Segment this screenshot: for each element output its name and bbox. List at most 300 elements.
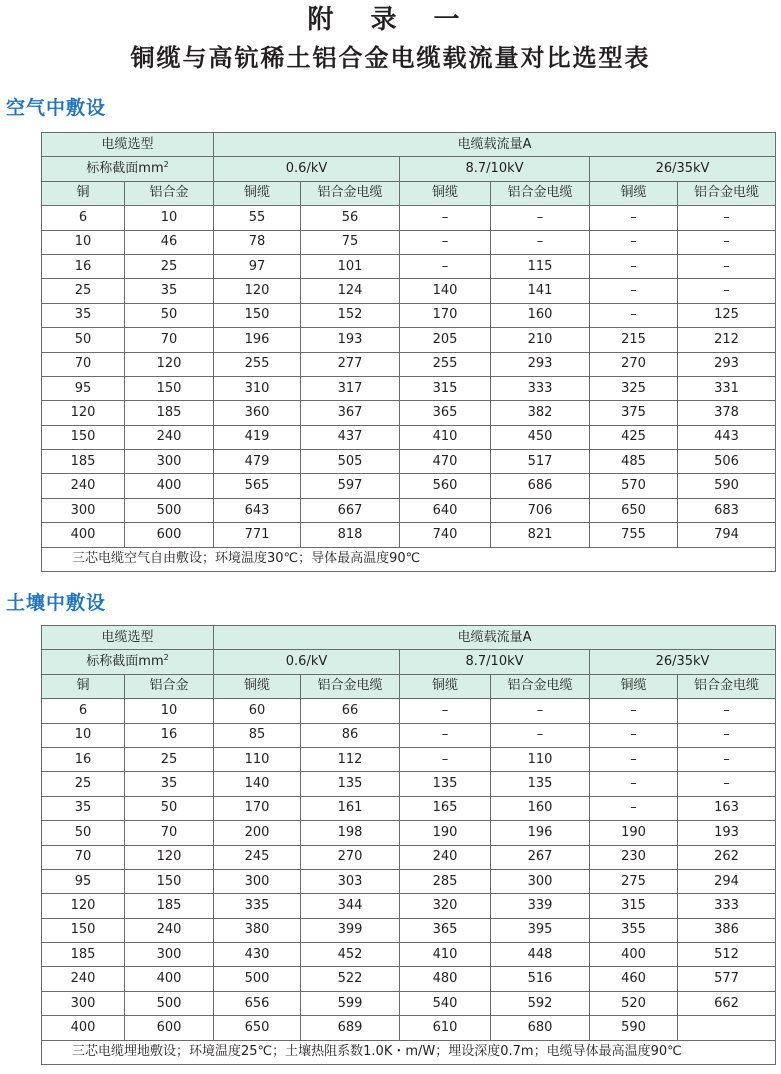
table-cell: 135 [301, 772, 400, 796]
header-nominal-section [42, 650, 214, 674]
table-cell: 400 [125, 474, 214, 498]
table-cell: 277 [301, 352, 400, 376]
table-row [42, 894, 776, 918]
table-cell: 599 [301, 991, 400, 1015]
table-cell: 215 [590, 328, 678, 352]
table-cell: 520 [590, 991, 678, 1015]
table-cell: 86 [301, 723, 400, 747]
table-row [42, 796, 776, 820]
table-cell: 101 [301, 254, 400, 278]
table-cell: 140 [214, 772, 301, 796]
table-cell: 150 [42, 918, 125, 942]
table-row [42, 967, 776, 991]
table-row [42, 303, 776, 327]
table-cell: 120 [42, 401, 125, 425]
table-cell: 425 [590, 425, 678, 449]
table-cell: 25 [125, 254, 214, 278]
table-cell: 470 [400, 450, 491, 474]
table-cell: 85 [214, 723, 301, 747]
table-cell: 75 [301, 230, 400, 254]
header-row [42, 626, 776, 650]
table-cell: 600 [125, 1016, 214, 1040]
table-cell: 193 [301, 328, 400, 352]
table-cell: 419 [214, 425, 301, 449]
header-copper-cable: 铜缆 [590, 674, 678, 698]
section-title-air: 空气中敷设 [6, 97, 107, 119]
appendix-title: 附 录 一 [307, 5, 474, 35]
table-cell: 740 [400, 523, 491, 547]
table-cell: 610 [400, 1016, 491, 1040]
table-cell: 152 [301, 303, 400, 327]
table-cell: 10 [42, 723, 125, 747]
table-cell: – [400, 723, 491, 747]
table-row [42, 943, 776, 967]
table-cell: – [590, 254, 678, 278]
table-cell: 160 [491, 796, 590, 820]
table-cell: 315 [400, 376, 491, 400]
table-cell: 540 [400, 991, 491, 1015]
header-nominal-section-exponent: 2 [163, 160, 169, 170]
table-cell: 60 [214, 699, 301, 723]
table-cell: 656 [214, 991, 301, 1015]
table-cell: 25 [125, 747, 214, 771]
table-cell [678, 1016, 776, 1040]
table-cell: – [590, 772, 678, 796]
table-cell: 382 [491, 401, 590, 425]
table-row [42, 450, 776, 474]
table-cell: 360 [214, 401, 301, 425]
table-cell: 512 [678, 943, 776, 967]
table-cell: 437 [301, 425, 400, 449]
table-cell: 333 [491, 376, 590, 400]
table-cell: – [590, 699, 678, 723]
table-cell: – [590, 747, 678, 771]
table-cell: 95 [42, 376, 125, 400]
header-voltage: 0.6/kV [214, 157, 400, 181]
table-cell: 485 [590, 450, 678, 474]
table-cell: 443 [678, 425, 776, 449]
table-cell: – [678, 230, 776, 254]
table-cell: 375 [590, 401, 678, 425]
table-cell: 505 [301, 450, 400, 474]
table-cell: 560 [400, 474, 491, 498]
table-cell: 16 [42, 254, 125, 278]
table-cell: 270 [301, 845, 400, 869]
table-row [42, 425, 776, 449]
table-cell: 480 [400, 967, 491, 991]
table-cell: – [590, 796, 678, 820]
header-copper: 铜 [42, 674, 125, 698]
section-title-soil: 土壤中敷设 [6, 592, 107, 614]
table-cell: 706 [491, 498, 590, 522]
table-cell: 640 [400, 498, 491, 522]
table-cell: – [590, 230, 678, 254]
table-cell: 163 [678, 796, 776, 820]
table-cell: 50 [42, 821, 125, 845]
table-row [42, 723, 776, 747]
table-cell: 267 [491, 845, 590, 869]
header-voltage: 26/35kV [590, 650, 776, 674]
table-cell: – [678, 772, 776, 796]
table-cell: 293 [678, 352, 776, 376]
table-cell: 570 [590, 474, 678, 498]
header-current-capacity: 电缆载流量A [214, 133, 776, 157]
table-cell: 185 [125, 401, 214, 425]
table-cell: 310 [214, 376, 301, 400]
table-cell: 400 [42, 523, 125, 547]
table-cell: 255 [214, 352, 301, 376]
table-note: 三芯电缆空气自由敷设；环境温度30℃；导体最高温度90℃ [42, 547, 776, 571]
table-cell: 755 [590, 523, 678, 547]
table-cell: 430 [214, 943, 301, 967]
table-row [42, 498, 776, 522]
table-cell: – [678, 747, 776, 771]
table-cell: 270 [590, 352, 678, 376]
header-nominal-section-label: 标称截面mm [86, 654, 164, 670]
table-cell: 120 [214, 279, 301, 303]
table-cell: 399 [301, 918, 400, 942]
table-cell: 95 [42, 869, 125, 893]
table-cell: 400 [590, 943, 678, 967]
table-cell: 205 [400, 328, 491, 352]
table-cell: 303 [301, 869, 400, 893]
table-row [42, 1016, 776, 1040]
table-cell: – [678, 699, 776, 723]
table-cell: 50 [42, 328, 125, 352]
table-row [42, 523, 776, 547]
table-cell: 680 [491, 1016, 590, 1040]
table-cell: 135 [400, 772, 491, 796]
table-cell: 355 [590, 918, 678, 942]
table-cell: 686 [491, 474, 590, 498]
table-cell: 450 [491, 425, 590, 449]
table-cell: – [400, 230, 491, 254]
table-cell: 500 [125, 991, 214, 1015]
table-cell: 35 [125, 772, 214, 796]
table-cell: 150 [125, 869, 214, 893]
header-nominal-section-label: 标称截面mm [86, 161, 164, 177]
table-cell: 50 [125, 796, 214, 820]
table-cell: 517 [491, 450, 590, 474]
table-row [42, 474, 776, 498]
table-cell: 185 [42, 450, 125, 474]
note-row [42, 547, 776, 571]
table-soil-laying [41, 625, 776, 1065]
table-cell: 262 [678, 845, 776, 869]
header-voltage: 0.6/kV [214, 650, 400, 674]
table-cell: 386 [678, 918, 776, 942]
table-cell: 110 [214, 747, 301, 771]
header-copper-cable: 铜缆 [400, 674, 491, 698]
header-cable-selection: 电缆选型 [42, 626, 214, 650]
table-row [42, 918, 776, 942]
table-cell: 120 [125, 352, 214, 376]
table-cell: 592 [491, 991, 590, 1015]
table-cell: 771 [214, 523, 301, 547]
table-cell: 662 [678, 991, 776, 1015]
table-row [42, 991, 776, 1015]
table-cell: 335 [214, 894, 301, 918]
table-cell: 56 [301, 206, 400, 230]
table-cell: 185 [125, 894, 214, 918]
table-cell: – [678, 254, 776, 278]
table-cell: – [590, 279, 678, 303]
table-cell: 410 [400, 943, 491, 967]
table-row [42, 279, 776, 303]
table-row [42, 821, 776, 845]
table-cell: 196 [214, 328, 301, 352]
table-cell: 365 [400, 401, 491, 425]
table-cell: 565 [214, 474, 301, 498]
table-cell: 275 [590, 869, 678, 893]
table-cell: 300 [42, 991, 125, 1015]
header-row [42, 650, 776, 674]
header-copper-cable: 铜缆 [214, 181, 301, 205]
table-cell: 25 [42, 772, 125, 796]
table-cell: 380 [214, 918, 301, 942]
table-air-laying [41, 132, 776, 572]
table-cell: 16 [125, 723, 214, 747]
table-cell: 97 [214, 254, 301, 278]
table-cell: 170 [400, 303, 491, 327]
header-copper: 铜 [42, 181, 125, 205]
table-cell: 70 [125, 328, 214, 352]
table-cell: 112 [301, 747, 400, 771]
table-cell: – [590, 206, 678, 230]
table-cell: – [400, 699, 491, 723]
table-cell: 300 [42, 498, 125, 522]
table-cell: 185 [42, 943, 125, 967]
header-alloy-cable: 铝合金电缆 [491, 181, 590, 205]
table-cell: – [678, 206, 776, 230]
table-cell: 135 [491, 772, 590, 796]
table-cell: 240 [125, 425, 214, 449]
table-cell: 124 [301, 279, 400, 303]
table-cell: 200 [214, 821, 301, 845]
table-cell: 150 [42, 425, 125, 449]
note-row [42, 1040, 776, 1064]
table-cell: 577 [678, 967, 776, 991]
table-cell: 115 [491, 254, 590, 278]
table-cell: 240 [42, 967, 125, 991]
table-cell: 590 [678, 474, 776, 498]
table-row [42, 254, 776, 278]
table-cell: 506 [678, 450, 776, 474]
table-cell: 522 [301, 967, 400, 991]
table-cell: 597 [301, 474, 400, 498]
table-cell: 6 [42, 206, 125, 230]
table-cell: 140 [400, 279, 491, 303]
table-cell: 683 [678, 498, 776, 522]
table-cell: 590 [590, 1016, 678, 1040]
table-row [42, 869, 776, 893]
table-cell: 300 [125, 450, 214, 474]
table-cell: 367 [301, 401, 400, 425]
table-cell: 667 [301, 498, 400, 522]
header-row [42, 133, 776, 157]
table-cell: 55 [214, 206, 301, 230]
table-cell: 240 [125, 918, 214, 942]
table-cell: – [491, 206, 590, 230]
table-cell: 66 [301, 699, 400, 723]
table-cell: 196 [491, 821, 590, 845]
table-cell: 650 [590, 498, 678, 522]
table-cell: – [400, 747, 491, 771]
table-cell: – [491, 230, 590, 254]
table-cell: 294 [678, 869, 776, 893]
table-cell: 500 [125, 498, 214, 522]
table-cell: 70 [42, 352, 125, 376]
table-cell: 479 [214, 450, 301, 474]
table-cell: 600 [125, 523, 214, 547]
table-cell: 210 [491, 328, 590, 352]
table-cell: 378 [678, 401, 776, 425]
header-row [42, 181, 776, 205]
header-voltage: 8.7/10kV [400, 650, 590, 674]
table-cell: 516 [491, 967, 590, 991]
table-cell: 452 [301, 943, 400, 967]
header-alloy-cable: 铝合金电缆 [678, 674, 776, 698]
table-cell: – [400, 254, 491, 278]
header-row [42, 674, 776, 698]
header-alloy-cable: 铝合金电缆 [678, 181, 776, 205]
header-alloy-cable: 铝合金电缆 [491, 674, 590, 698]
table-cell: 400 [42, 1016, 125, 1040]
table-cell: 821 [491, 523, 590, 547]
table-cell: 10 [125, 206, 214, 230]
table-cell: 344 [301, 894, 400, 918]
table-cell: 500 [214, 967, 301, 991]
table-note: 三芯电缆埋地敷设；环境温度25℃；土壤热阻系数1.0K・m/W；埋设深度0.7m；电缆导体最高温度90℃ [42, 1040, 776, 1064]
table-cell: – [590, 723, 678, 747]
table-cell: 6 [42, 699, 125, 723]
table-cell: 794 [678, 523, 776, 547]
table-cell: 50 [125, 303, 214, 327]
table-cell: 293 [491, 352, 590, 376]
table-row [42, 747, 776, 771]
header-alloy: 铝合金 [125, 674, 214, 698]
table-cell: 818 [301, 523, 400, 547]
table-cell: 193 [678, 821, 776, 845]
table-cell: – [491, 699, 590, 723]
table-cell: 190 [400, 821, 491, 845]
table-cell: 150 [214, 303, 301, 327]
table-cell: – [590, 303, 678, 327]
table-cell: 339 [491, 894, 590, 918]
table-cell: 650 [214, 1016, 301, 1040]
header-voltage: 26/35kV [590, 157, 776, 181]
table-cell: 120 [42, 894, 125, 918]
table-cell: 460 [590, 967, 678, 991]
table-cell: 300 [214, 869, 301, 893]
table-cell: 25 [42, 279, 125, 303]
table-cell: 10 [42, 230, 125, 254]
table-cell: 70 [42, 845, 125, 869]
table-cell: – [678, 723, 776, 747]
table-cell: 170 [214, 796, 301, 820]
table-cell: 35 [42, 303, 125, 327]
table-cell: 400 [125, 967, 214, 991]
table-row [42, 230, 776, 254]
table-cell: 300 [491, 869, 590, 893]
header-nominal-section-exponent: 2 [163, 653, 169, 663]
table-cell: 689 [301, 1016, 400, 1040]
header-copper-cable: 铜缆 [590, 181, 678, 205]
table-cell: 315 [590, 894, 678, 918]
table-cell: 320 [400, 894, 491, 918]
table-row [42, 206, 776, 230]
table-row [42, 352, 776, 376]
table-cell: 150 [125, 376, 214, 400]
table-cell: 331 [678, 376, 776, 400]
table-row [42, 699, 776, 723]
table-cell: 78 [214, 230, 301, 254]
table-cell: – [400, 206, 491, 230]
table-cell: 35 [125, 279, 214, 303]
table-cell: 255 [400, 352, 491, 376]
table-cell: 240 [42, 474, 125, 498]
table-row [42, 376, 776, 400]
table-cell: 285 [400, 869, 491, 893]
table-cell: 190 [590, 821, 678, 845]
table-cell: 300 [125, 943, 214, 967]
table-row [42, 328, 776, 352]
header-alloy: 铝合金 [125, 181, 214, 205]
table-cell: 395 [491, 918, 590, 942]
table-row [42, 401, 776, 425]
table-cell: 448 [491, 943, 590, 967]
table-cell: 16 [42, 747, 125, 771]
table-cell: – [491, 723, 590, 747]
table-cell: 125 [678, 303, 776, 327]
table-cell: 240 [400, 845, 491, 869]
table-cell: – [678, 279, 776, 303]
header-alloy-cable: 铝合金电缆 [301, 181, 400, 205]
table-cell: 325 [590, 376, 678, 400]
document-subtitle: 铜缆与高钪稀土铝合金电缆载流量对比选型表 [130, 44, 651, 72]
table-cell: 365 [400, 918, 491, 942]
table-cell: 120 [125, 845, 214, 869]
header-cable-selection: 电缆选型 [42, 133, 214, 157]
table-cell: 110 [491, 747, 590, 771]
table-cell: 46 [125, 230, 214, 254]
table-cell: 317 [301, 376, 400, 400]
table-cell: 410 [400, 425, 491, 449]
table-cell: 35 [42, 796, 125, 820]
header-nominal-section [42, 157, 214, 181]
table-cell: 212 [678, 328, 776, 352]
table-cell: 230 [590, 845, 678, 869]
header-row [42, 157, 776, 181]
table-row [42, 772, 776, 796]
table-row [42, 845, 776, 869]
table-cell: 165 [400, 796, 491, 820]
header-copper-cable: 铜缆 [400, 181, 491, 205]
header-copper-cable: 铜缆 [214, 674, 301, 698]
table-cell: 10 [125, 699, 214, 723]
table-cell: 160 [491, 303, 590, 327]
header-voltage: 8.7/10kV [400, 157, 590, 181]
table-cell: 643 [214, 498, 301, 522]
table-cell: 245 [214, 845, 301, 869]
table-cell: 161 [301, 796, 400, 820]
table-cell: 141 [491, 279, 590, 303]
table-cell: 333 [678, 894, 776, 918]
header-alloy-cable: 铝合金电缆 [301, 674, 400, 698]
header-current-capacity: 电缆载流量A [214, 626, 776, 650]
table-cell: 198 [301, 821, 400, 845]
table-cell: 70 [125, 821, 214, 845]
